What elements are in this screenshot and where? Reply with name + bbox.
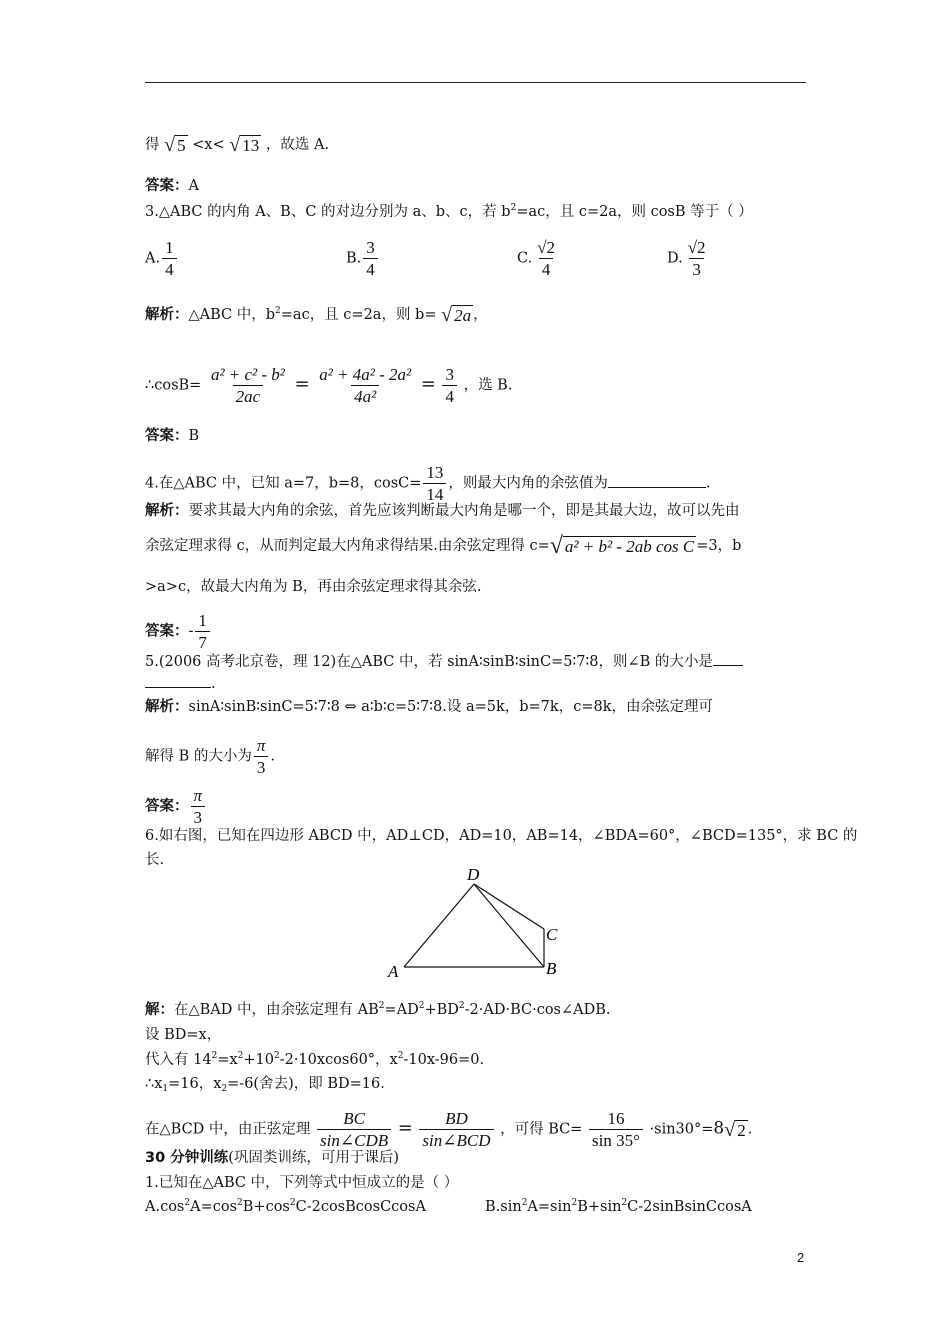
analysis-4-line3: >a>c，故最大内角为 B，再由余弦定理求得其余弦. xyxy=(145,579,482,595)
answer-label: 答案： xyxy=(145,623,189,640)
solution-label: 解： xyxy=(145,1002,174,1018)
q3-option-d: D. $\frac{√2}{3}$ xyxy=(667,238,706,279)
solution-2: 设 BD=x， xyxy=(145,1027,222,1043)
sqrt-13: √ 13 xyxy=(229,134,260,156)
answer-label: 答案： xyxy=(145,178,189,194)
answer-1 xyxy=(145,176,199,196)
solution-5: 在△BCD 中，由正弦定理 $\frac{BC}{\text{sin∠CDB}}$ = $\frac{BD}{\text{sin∠BCD}}$ ，可得 BC= $\frac{16}{\sin 35^\circ}$ ·sin30°=8 √ 2 . xyxy=(145,1109,753,1150)
question-3: 3.△ABC 的内角 A、B、C 的对边分别为 a、b、c，若 $b^2=ac$，且 c=2a，则 cosB 等于（ ） xyxy=(145,203,753,220)
q3-option-b: B. $\frac{3}{4}$ xyxy=(346,237,380,280)
q3-option-a: A. $\frac{1}{4}$ xyxy=(145,237,179,280)
page-number: 2 xyxy=(797,1250,805,1265)
training-option-a: $A.\cos^2A=\cos^2B+\cos^2C-2cosBcosCcosA$ xyxy=(145,1198,426,1215)
training-question-1: 1.已知在△ABC 中，下列等式中恒成立的是（ ） xyxy=(145,1175,459,1191)
training-heading: 30 分钟训练(巩固类训练，可用于课后) xyxy=(145,1150,400,1166)
analysis-label: 解析： xyxy=(145,503,189,519)
analysis-4-line2: 余弦定理求得 c，从而判定最大内角求得结果.由余弦定理得 c= √ a² + b² - 2ab cos C =3，b xyxy=(145,533,742,559)
text: <x< xyxy=(192,137,225,153)
analysis-4: 解析：要求其最大内角的余弦，首先应该判断最大内角是哪一个，即是其最大边，故可以先由 xyxy=(145,503,740,519)
q3-option-c: C. $\frac{√2}{4}$ xyxy=(517,238,556,279)
label-c: C xyxy=(546,925,558,944)
solution-4: $\therefore x_1=16$，$x_2=-6$(舍去)，即 BD=16. xyxy=(145,1076,385,1094)
edge-dc xyxy=(474,884,544,929)
label-a: A xyxy=(388,962,399,981)
sqrt-2a: √ 2a xyxy=(441,304,472,326)
answer-4: 答案：- $\frac{1}{7}$ xyxy=(145,610,212,653)
line-range xyxy=(145,134,329,156)
training-option-b: $B.\sin^2A=\sin^2B+\sin^2C-2sinBsinCcosA$ xyxy=(485,1198,752,1215)
header-rule xyxy=(145,82,806,83)
question-5-blank: . xyxy=(145,674,216,694)
label-d: D xyxy=(467,865,480,884)
sqrt-5: √ 5 xyxy=(164,134,186,156)
text: 得 xyxy=(145,137,160,153)
text: ，故选 A. xyxy=(265,137,330,153)
edge-ad xyxy=(404,884,474,967)
question-6-line2: 长. xyxy=(145,852,165,868)
question-5: 5.(2006 高考北京卷，理 12)在△ABC 中，若 sinA∶sinB∶sinC=5∶7∶8，则∠B 的大小是 xyxy=(145,652,743,672)
analysis-5-line2: 解得 B 的大小为 $\frac{\pi}{3}$ . xyxy=(145,736,276,777)
answer-5: 答案： $\frac{\pi}{3}$ xyxy=(145,785,207,828)
solution-3: 代入有 $14^2=x^2+10^2-2\cdot 10xcos60^\circ$，$x^2-10x-96=0$. xyxy=(145,1051,485,1068)
sqrt-law-of-cosines: √ a² + b² - 2ab cos C xyxy=(549,533,695,559)
answer-3: 答案：B xyxy=(145,428,200,444)
edge-db xyxy=(474,884,544,967)
label-b: B xyxy=(546,959,557,978)
question-4: 4.在△ABC 中，已知 a=7，b=8，cosC= $\frac{13}{14}$ ，则最大内角的余弦值为 . xyxy=(145,463,711,504)
answer-label: 答案： xyxy=(145,428,189,444)
quadrilateral-figure xyxy=(380,862,580,984)
cosb-derivation: ∴cosB= $\frac{\text{a² + c² - b²}}{2ac}$ = $\frac{\text{a² + 4a² - 2a²}}{\text{4a²}}$ = $\frac{3}{4}$ ，选 B. xyxy=(145,365,513,406)
answer-value: A xyxy=(188,178,199,194)
answer-label: 答案： xyxy=(145,798,189,815)
solution-1: 解：在△BAD 中，由余弦定理有 $AB^2=AD^2+BD^2-2\cdot AD\cdot BC\cdot\cos\angle ADB$. xyxy=(145,1001,611,1018)
question-6: 6.如右图，已知在四边形 ABCD 中，AD⊥CD，AD=10，AB=14，∠BDA=60°，∠BCD=135°，求 BC 的 xyxy=(145,828,858,844)
analysis-label: 解析： xyxy=(145,699,189,715)
analysis-label: 解析： xyxy=(145,307,189,323)
analysis-5: 解析：sinA∶sinB∶sinC=5∶7∶8 ⇔ a∶b∶c=5∶7∶8.设 a=5k，b=7k，c=8k，由余弦定理可 xyxy=(145,699,713,715)
analysis-3: 解析：△ABC 中，$b^2=ac$，且 c=2a，则 b= √ 2a ， xyxy=(145,304,488,326)
